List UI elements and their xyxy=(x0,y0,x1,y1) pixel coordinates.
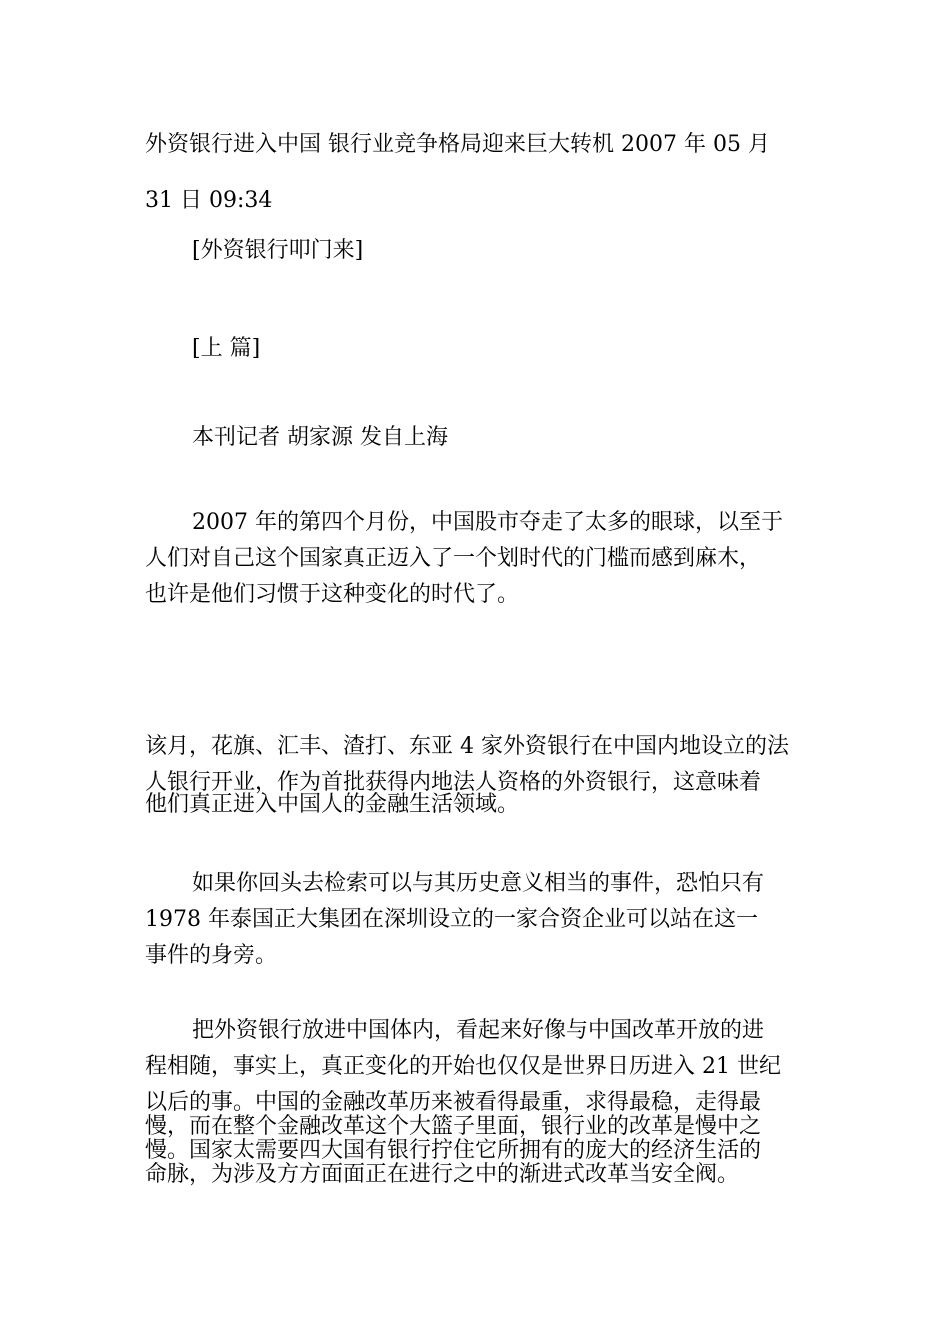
paragraph xyxy=(145,1020,807,1186)
paragraph-line: 慢，而在整个金融改革这个大篮子里面，银行业的改革是慢中之 xyxy=(145,1114,762,1139)
section-tag: [外资银行叩门来] xyxy=(192,238,364,263)
paragraph-line: 也许是他们习惯于这种变化的时代了。 xyxy=(145,582,520,607)
paragraph-line: 把外资银行放进中国体内，看起来好像与中国改革开放的进 xyxy=(192,1018,765,1043)
paragraph-line: 他们真正进入中国人的金融生活领域。 xyxy=(145,792,520,817)
paragraph-line: 人们对自己这个国家真正迈入了一个划时代的门槛而感到麻木， xyxy=(145,546,762,571)
paragraph-line: 以后的事。中国的金融改革历来被看得最重，求得最稳，走得最 xyxy=(145,1090,762,1115)
paragraph-line: 如果你回头去检索可以与其历史意义相当的事件，恐怕只有 xyxy=(192,871,765,896)
paragraph-line: 慢。国家太需要四大国有银行拧住它所拥有的庞大的经济生活的 xyxy=(145,1138,762,1163)
title-line: 31 日 09:34 xyxy=(145,188,273,213)
byline: 本刊记者 胡家源 发自上海 xyxy=(192,425,448,450)
article-title xyxy=(145,134,807,212)
paragraph-line: 命脉，为涉及方方面面正在进行之中的渐进式改革当安全阀。 xyxy=(145,1162,740,1187)
paragraph-line: 2007 年的第四个月份，中国股市夺走了太多的眼球，以至于 xyxy=(192,510,783,535)
paragraph-line: 程相随，事实上，真正变化的开始也仅仅是世界日历进入 21 世纪 xyxy=(145,1054,781,1079)
paragraph-line: 该月，花旗、汇丰、渣打、东亚 4 家外资银行在中国内地设立的法 xyxy=(145,734,789,759)
paragraph-line: 人银行开业，作为首批获得内地法人资格的外资银行，这意味着 xyxy=(145,770,762,795)
paragraph xyxy=(145,736,807,816)
title-line: 外资银行进入中国 银行业竞争格局迎来巨大转机 2007 年 05 月 xyxy=(145,132,770,157)
paragraph xyxy=(145,512,807,606)
part-tag: [上 篇] xyxy=(192,336,261,361)
paragraph xyxy=(145,873,807,967)
paragraph-line: 事件的身旁。 xyxy=(145,943,278,968)
paragraph-line: 1978 年泰国正大集团在深圳设立的一家合资企业可以站在这一 xyxy=(145,907,758,932)
